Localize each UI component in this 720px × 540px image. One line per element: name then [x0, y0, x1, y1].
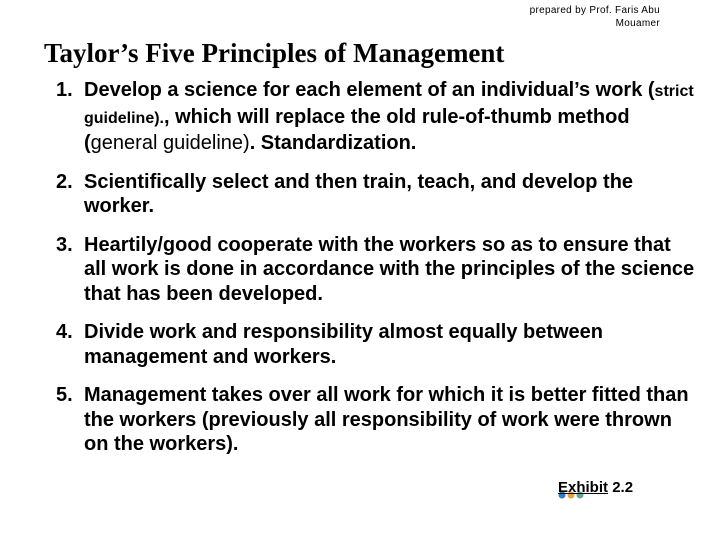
- slide-title: Taylor’s Five Principles of Management: [44, 38, 505, 68]
- principles-list: [56, 78, 696, 471]
- principle-text: Scientifically select and then train, teach, and develop the worker.: [84, 170, 634, 217]
- principle-number: 5.: [56, 384, 73, 406]
- principle-number: 4.: [56, 321, 73, 343]
- principle-text-a: Develop a science for each element of an individual’s work (: [84, 79, 655, 101]
- principle-item-3: [56, 233, 696, 307]
- principle-text: Divide work and responsibility almost equally between management and workers.: [84, 321, 604, 368]
- exhibit-number: 2.2: [612, 479, 634, 496]
- author-credit: [530, 4, 660, 30]
- principle-text: Heartily/good cooperate with the workers so as to ensure that all work is done in accordance with the principles of the science that has been developed.: [84, 233, 695, 305]
- author-credit-line2: Mouamer: [615, 18, 660, 29]
- principle-item-1: [56, 78, 696, 156]
- exhibit-label: [558, 479, 633, 496]
- principle-text-c: , which will replace the old rule-of-thumb method (: [84, 105, 630, 154]
- principle-text-e: . Standardization.: [249, 132, 417, 154]
- exhibit-text: Exhibit: [558, 479, 609, 496]
- principle-text: Management takes over all work for which it is better fitted than the workers (previously all responsibility of work were thrown on the workers).: [84, 384, 689, 455]
- author-credit-line1: prepared by Prof. Faris Abu: [529, 5, 660, 16]
- principle-item-4: [56, 320, 696, 369]
- principle-text-b: strict guideline).: [84, 83, 694, 127]
- principle-text-d: general guideline): [90, 132, 250, 154]
- principle-number: 3.: [56, 233, 73, 256]
- principle-item-5: [56, 383, 696, 457]
- principle-number: 2.: [56, 170, 73, 193]
- principle-item-2: [56, 170, 696, 219]
- principle-number: 1.: [56, 79, 73, 101]
